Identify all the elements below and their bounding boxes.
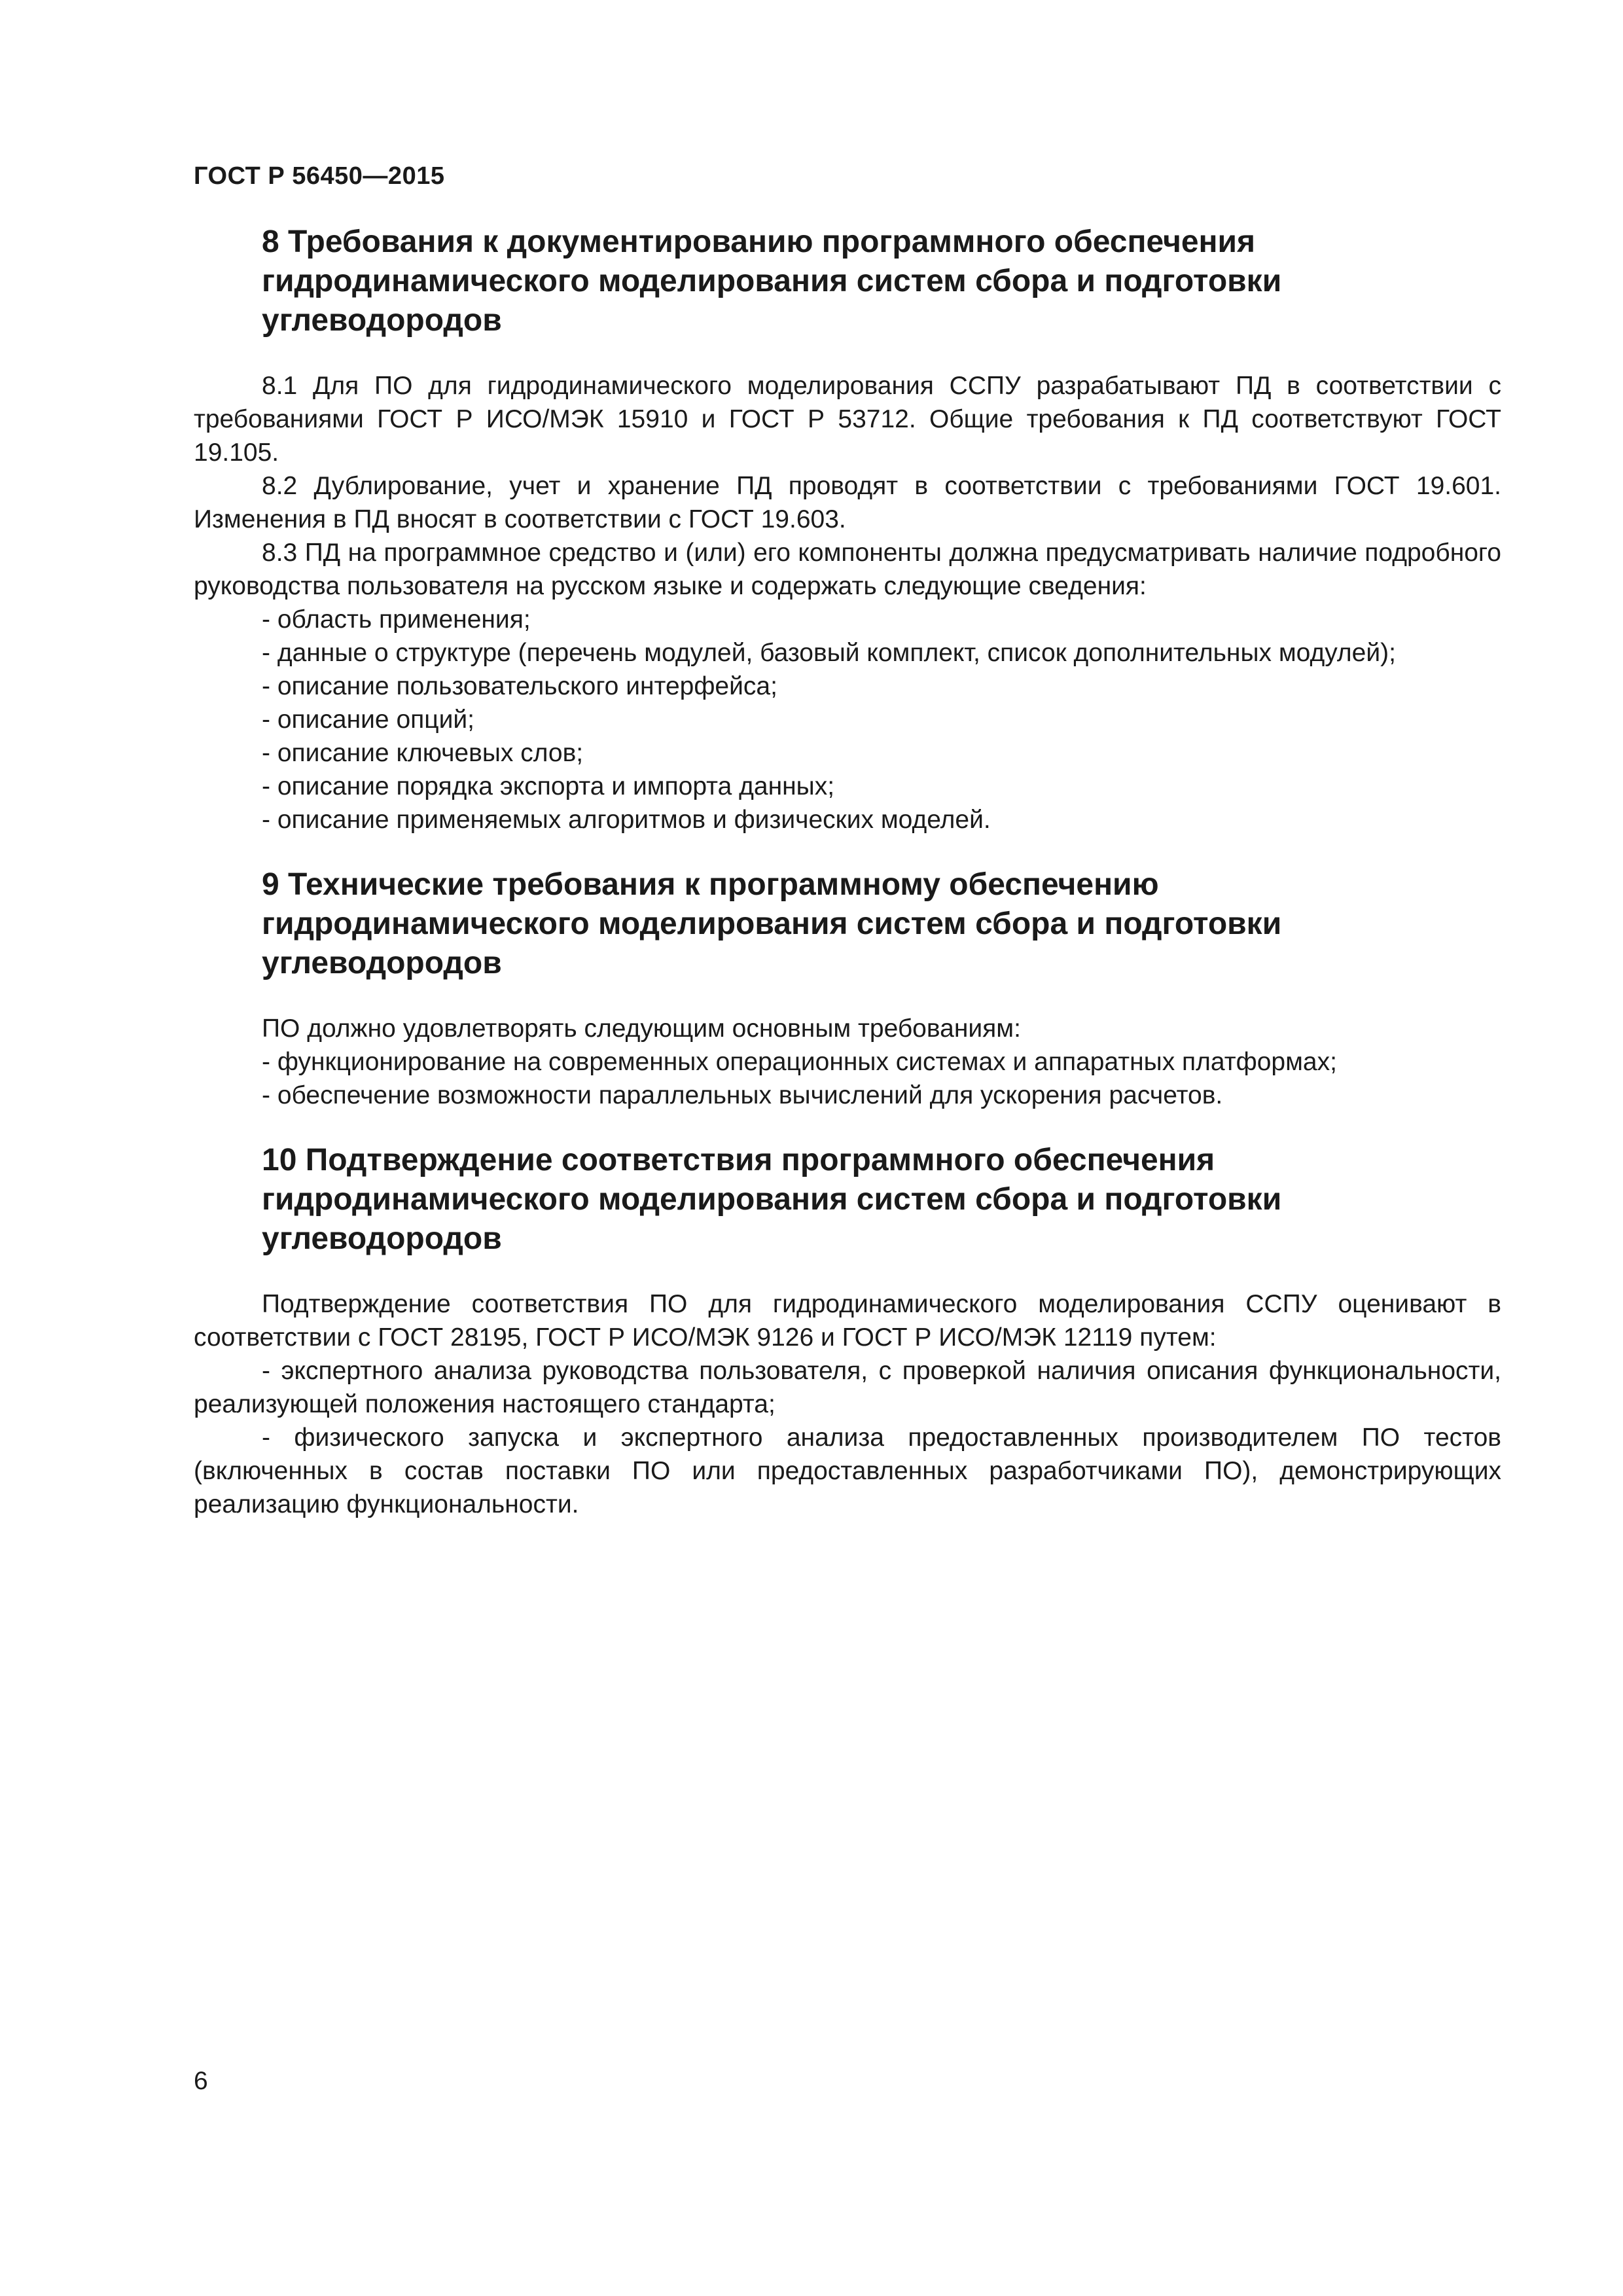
- list-item: - описание пользовательского интерфейса;: [262, 672, 777, 700]
- paragraph-10-2: - экспертного анализа руководства пользователя, с проверкой наличия описания функциональности, реализующей положения настоящего стандарта;: [194, 1357, 1501, 1418]
- section-9-title-line: углеводородов: [262, 946, 502, 980]
- section-10-body: [194, 1287, 1501, 1521]
- section-10-title-line: углеводородов: [262, 1221, 502, 1256]
- document-content: [194, 223, 1501, 1521]
- section-9-intro: ПО должно удовлетворять следующим основным требованиям:: [262, 1014, 1021, 1043]
- section-8-title: [194, 223, 1501, 340]
- list-item: - функционирование на современных операционных системах и аппаратных платформах;: [262, 1048, 1337, 1076]
- list-item: - данные о структуре (перечень модулей, базовый комплект, список дополнительных модулей);: [262, 639, 1396, 667]
- section-8-title-line: 8 Требования к документированию программного обеспечения: [262, 224, 1256, 259]
- section-9-title-line: 9 Технические требования к программному обеспечению: [262, 867, 1159, 902]
- section-10-title-line: гидродинамического моделирования систем сбора и подготовки: [262, 1182, 1282, 1217]
- section-9-title-line: гидродинамического моделирования систем сбора и подготовки: [262, 906, 1282, 941]
- list-item: - описание ключевых слов;: [262, 739, 584, 767]
- section-8-body: [194, 369, 1501, 836]
- list-item: - описание порядка экспорта и импорта данных;: [262, 772, 835, 800]
- section-9-body: [194, 1012, 1501, 1112]
- list-item: - описание применяемых алгоритмов и физических моделей.: [262, 806, 991, 834]
- section-8-title-line: гидродинамического моделирования систем сбора и подготовки: [262, 264, 1282, 298]
- section-10-title-line: 10 Подтверждение соответствия программного обеспечения: [262, 1143, 1215, 1177]
- list-item: - обеспечение возможности параллельных вычислений для ускорения расчетов.: [262, 1081, 1223, 1109]
- list-item: - область применения;: [262, 605, 531, 634]
- paragraph-8-1: 8.1 Для ПО для гидродинамического моделирования ССПУ разрабатывают ПД в соответствии с требованиями ГОСТ Р ИСО/МЭК 15910 и ГОСТ Р 53712. Общие требования к ПД соответствуют ГОСТ 19.105.: [194, 372, 1501, 467]
- paragraph-10-1: Подтверждение соответствия ПО для гидродинамического моделирования ССПУ оценивают в соответствии с ГОСТ 28195, ГОСТ Р ИСО/МЭК 9126 и ГОСТ Р ИСО/МЭК 12119 путем:: [194, 1290, 1501, 1352]
- page-number: 6: [194, 2067, 208, 2095]
- section-10-title: [194, 1141, 1501, 1259]
- list-item: - описание опций;: [262, 706, 475, 734]
- section-9-title: [194, 865, 1501, 983]
- section-10: [194, 1141, 1501, 1521]
- section-8-title-line: углеводородов: [262, 303, 502, 338]
- document-header: ГОСТ Р 56450—2015: [194, 162, 445, 190]
- section-9: [194, 865, 1501, 1112]
- paragraph-8-3: 8.3 ПД на программное средство и (или) его компоненты должна предусматривать наличие подробного руководства пользователя на русском языке и содержать следующие сведения:: [194, 539, 1501, 600]
- paragraph-10-3: - физического запуска и экспертного анализа предоставленных производителем ПО тестов (включенных в состав поставки ПО или предоставленных разработчиками ПО), демонстрирующих реализацию функциональности.: [194, 1424, 1501, 1518]
- section-8: [194, 223, 1501, 836]
- paragraph-8-2: 8.2 Дублирование, учет и хранение ПД проводят в соответствии с требованиями ГОСТ 19.601. Изменения в ПД вносят в соответствии с ГОСТ 19.603.: [194, 472, 1501, 533]
